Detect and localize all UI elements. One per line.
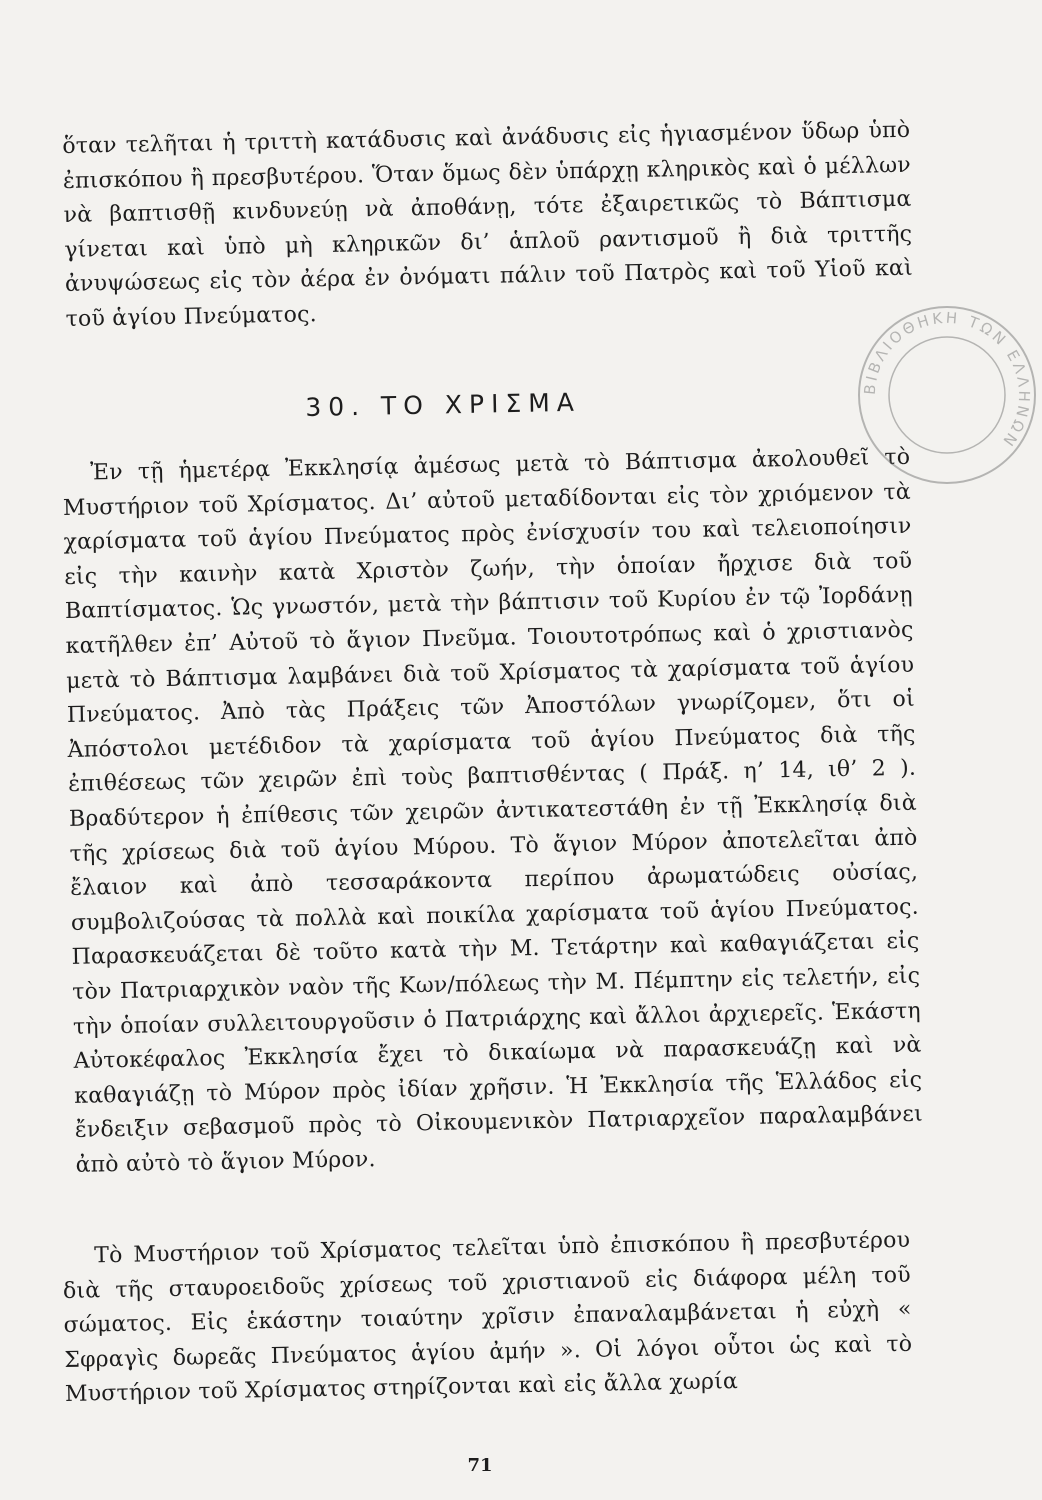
- paragraph-chrism-intro: Ἐν τῇ ἡμετέρᾳ Ἐκκλησίᾳ ἀμέσως μετὰ τὸ Βάπτισμα ἀκολουθεῖ τὸ Μυστήριον τοῦ Χρίσματος. Δι’ αὐτοῦ μεταδίδονται εἰς τὸν χριόμενον τὰ χαρίσματα τοῦ ἁγίου Πνεύματος πρὸς ἐνίσχυσίν του καὶ τελειοποίησιν εἰς τὴν καινὴν κατὰ Χριστὸν ζωήν, τὴν ὁποίαν ἤρχισε διὰ τοῦ Βαπτίσματος. Ὡς γνωστόν, μετὰ τὴν βάπτισιν τοῦ Κυρίου ἐν τῷ Ἰορδάνῃ κατῆλθεν ἐπ’ Αὐτοῦ τὸ ἅγιον Πνεῦμα. Τοιουτοτρόπως καὶ ὁ χριστιανὸς μετὰ τὸ Βάπτισμα λαμβάνει διὰ τοῦ Χρίσματος τὰ χαρίσματα τοῦ ἁγίου Πνεύματος. Ἀπὸ τὰς Πράξεις τῶν Ἀποστόλων γνωρίζομεν, ὅτι οἱ Ἀπόστολοι μετέδιδον τὰ χαρίσματα τοῦ ἁγίου Πνεύματος διὰ τῆς ἐπιθέσεως τῶν χειρῶν ἐπὶ τοὺς βαπτισθέντας ( Πράξ. η’ 14, ιθ’ 2 ). Βραδύτερον ἡ ἐπίθεσις τῶν χειρῶν ἀντικατεστάθη ἐν τῇ Ἐκκλησίᾳ διὰ τῆς χρίσεως διὰ τοῦ ἁγίου Μύρου. Τὸ ἅγιον Μύρον ἀποτελεῖται ἀπὸ ἔλαιον καὶ ἀπὸ τεσσαράκοντα περίπου ἀρωματώδεις οὐσίας, συμβολιζούσας τὰ πολλὰ καὶ ποικίλα χαρίσματα τοῦ ἁγίου Πνεύματος. Παρασκευάζεται δὲ τοῦτο κατὰ τὴν Μ. Τετάρτην καὶ καθαγιάζεται εἰς τὸν Πατριαρχικὸν ναὸν τῆς Κων/πόλεως τὴν Μ. Πέμπτην εἰς τελετήν, εἰς τὴν ὁποίαν συλλειτουργοῦσιν ὁ Πατριάρχης καὶ ἄλλοι ἀρχιερεῖς. Ἑκάστη Αὐτοκέφαλος Ἐκκλησία ἔχει τὸ δικαίωμα νὰ παρασκευάζῃ καὶ νὰ καθαγιάζῃ τὸ Μύρον πρὸς ἰδίαν χρῆσιν. Ἡ Ἐκκλησία τῆς Ἑλλάδος εἰς ἔνδειξιν σεβασμοῦ πρὸς τὸ Οἰκουμενικὸν Πατριαρχεῖον παραλαμβάνει ἀπὸ αὐτὸ τὸ ἅγιον Μύρον.: [62, 444, 924, 1178]
- paragraph-chrism-rite: Τὸ Μυστήριον τοῦ Χρίσματος τελεῖται ὑπὸ ἐπισκόπου ἢ πρεσβυτέρου διὰ τῆς σταυροειδοῦς χρίσεως τοῦ χριστιανοῦ εἰς διάφορα μέλη τοῦ σώματος. Εἰς ἑκάστην τοιαύτην χρῖσιν ἐπαναλαμβάνεται ἡ εὐχὴ « Σφραγὶς δωρεᾶς Πνεύματος ἁγίου ἀμήν ». Οἱ λόγοι οὗτοι ὡς καὶ τὸ Μυστήριον τοῦ Χρίσματος στηρίζονται καὶ εἰς ἄλλα χωρία: [62, 1227, 913, 1408]
- paragraph-baptism-end: ὅταν τελῆται ἡ τριττὴ κατάδυσις καὶ ἀνάδυσις εἰς ἡγιασμένον ὕδωρ ὑπὸ ἐπισκόπου ἢ πρεσβυτέρου. Ὅταν ὅμως δὲν ὑπάρχῃ κληρικὸς καὶ ὁ μέλλων νὰ βαπτισθῇ κινδυνεύῃ νὰ ἀποθάνῃ, τότε ἐξαιρετικῶς τὸ Βάπτισμα γίνεται καὶ ὑπὸ μὴ κληρικῶν δι’ ἁπλοῦ ραντισμοῦ ἢ διὰ τριττῆς ἀνυψώσεως εἰς τὸν ἀέρα ἐν ὀνόματι πάλιν τοῦ Πατρὸς καὶ τοῦ Υἱοῦ καὶ τοῦ ἁγίου Πνεύματος.: [62, 117, 914, 332]
- library-stamp-icon: [852, 300, 1042, 490]
- stamp-text: ΒΙΒΛΙΟΘΗΚΗ ΤΩΝ ΕΛΛΗΝΩΝ: [860, 308, 1034, 452]
- section-heading: 30. ΤΟ ΧΡΙΣΜΑ: [305, 387, 582, 422]
- page-number: 71: [467, 1455, 493, 1476]
